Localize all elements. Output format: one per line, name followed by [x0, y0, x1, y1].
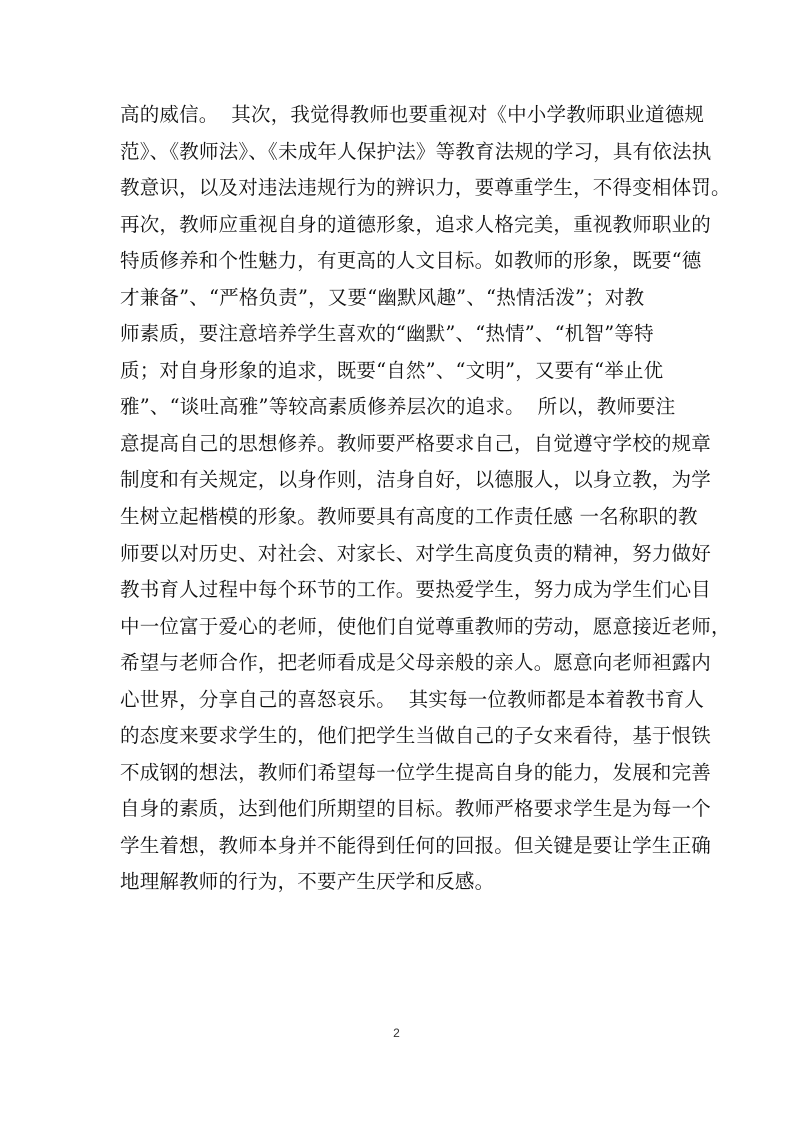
- text-line: 生树立起楷模的形象。教师要具有高度的工作责任感 一名称职的教: [120, 505, 698, 529]
- text-line: 高的威信。 其次，我觉得教师也要重视对《中小学教师职业道德规: [120, 103, 705, 126]
- text-line: 自身的素质，达到他们所期望的目标。教师严格要求学生是为每一个: [120, 797, 712, 821]
- text-line: 制度和有关规定，以身作则，洁身自好，以德服人，以身立教，为学: [120, 468, 712, 492]
- text-line: 质；对自身形象的追求，既要“自然”、“文明”，又要有“举止优: [120, 358, 664, 382]
- text-line: 希望与老师合作，把老师看成是父母亲般的亲人。愿意向老师袒露内: [120, 651, 712, 675]
- text-line: 教书育人过程中每个环节的工作。要热爱学生，努力成为学生们心目: [120, 578, 712, 602]
- text-line: 才兼备”、“严格负责”，又要“幽默风趣”、“热情活泼”；对教: [120, 285, 645, 309]
- text-line: 学生着想，教师本身并不能得到任何的回报。但关键是要让学生正确: [120, 833, 712, 857]
- text-line: 地理解教师的行为，不要产生厌学和反感。: [120, 870, 495, 894]
- text-line: 师素质，要注意培养学生喜欢的“幽默”、“热情”、“机智”等特: [120, 322, 654, 346]
- text-line: 意提高自己的思想修养。教师要严格要求自己，自觉遵守学校的规章: [120, 431, 712, 455]
- text-line: 教意识，以及对违法违规行为的辨识力，要尊重学生，不得变相体罚。: [120, 176, 731, 200]
- text-line: 范》、《教师法》、《未成年人保护法》等教育法规的学习，具有依法执: [120, 139, 712, 163]
- text-line: 雅”、“谈吐高雅”等较高素质修养层次的追求。 所以，教师要注: [120, 395, 676, 419]
- text-line: 不成钢的想法，教师们希望每一位学生提高自身的能力，发展和完善: [120, 760, 712, 784]
- page-number: 2: [393, 1026, 400, 1040]
- text-line: 心世界，分享自己的喜怒哀乐。 其实每一位教师都是本着教书育人: [120, 687, 705, 711]
- text-line: 中一位富于爱心的老师，使他们自觉尊重教师的劳动，愿意接近老师，: [120, 614, 731, 638]
- text-line: 特质修养和个性魅力，有更高的人文目标。如教师的形象，既要“德: [120, 249, 702, 273]
- body-paragraph: [120, 97, 731, 901]
- text-line: 再次，教师应重视自身的道德形象，追求人格完美，重视教师职业的: [120, 212, 712, 236]
- text-line: 师要以对历史、对社会、对家长、对学生高度负责的精神，努力做好: [120, 541, 712, 565]
- text-line: 的态度来要求学生的，他们把学生当做自己的子女来看待，基于恨铁: [120, 724, 712, 748]
